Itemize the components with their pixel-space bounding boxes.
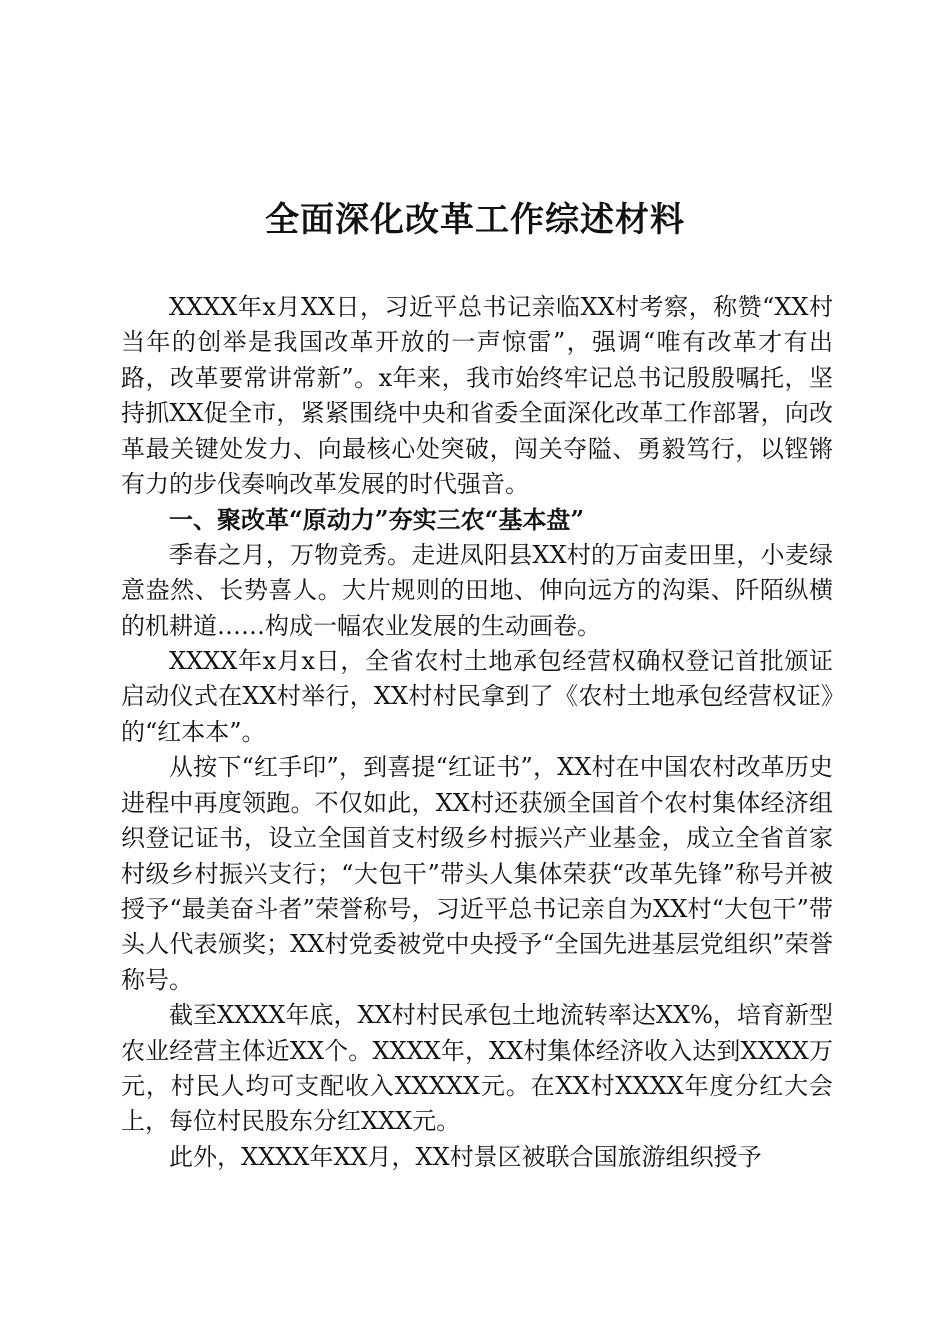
- intro-paragraph: XXXX年x月XX日，习近平总书记亲临XX村考察，称赞“XX村当年的创举是我国改革开放的一声惊雷”，强调“唯有改革才有出路，改革要常讲常新”。x年来，我市始终牢记总书记殷殷嘱托，坚持抓XX促全市，紧紧围绕中央和省委全面深化改革工作部署，向改革最关键处发力、向最核心处突破，闯关夺隘、勇毅笃行，以铿锵有力的步伐奏响改革发展的时代强音。: [121, 293, 833, 499]
- paragraph-tourism: 此外，XXXX年XX月，XX村景区被联合国旅游组织授予: [169, 1142, 762, 1171]
- document-title: 全面深化改革工作综述材料: [265, 200, 685, 240]
- paragraph-reform-lead: 从按下“红手印”，到喜提“红证书”，XX村在中国农村改革历史进程中再度领跑。不仅如此，XX村还获颁全国首个农村集体经济组织登记证书，设立全国首支村级乡村振兴产业基金，成立全省首家村级乡村振兴支行；“大包干”带头人集体荣获“改革先锋”称号并被授予“最美奋斗者”荣誉称号，习近平总书记亲自为XX村“大包干”带头人代表颁奖；XX村党委被党中央授予“全国先进基层党组织”荣誉称号。: [121, 753, 833, 994]
- section-heading-1: 一、聚改革“原动力”夯实三农“基本盘”: [169, 505, 585, 535]
- paragraph-land-certificate: XXXX年x月x日，全省农村土地承包经营权确权登记首批颁证启动仪式在XX村举行，XX村村民拿到了《农村土地承包经营权证》的“红本本”。: [121, 647, 833, 746]
- document-body: [121, 290, 833, 1175]
- paragraph-statistics: 截至XXXX年底，XX村村民承包土地流转率达XX%，培育新型农业经营主体近XX个。XXXX年，XX村集体经济收入达到XXXX万元，村民人均可支配收入XXXXX元。在XX村XXXX年度分红大会上，每位村民股东分红XXX元。: [121, 1001, 833, 1136]
- paragraph-spring-fields: 季春之月，万物竞秀。走进凤阳县XX村的万亩麦田里，小麦绿意盎然、长势喜人。大片规则的田地、伸向远方的沟渠、阡陌纵横的机耕道……构成一幅农业发展的生动画卷。: [121, 540, 833, 640]
